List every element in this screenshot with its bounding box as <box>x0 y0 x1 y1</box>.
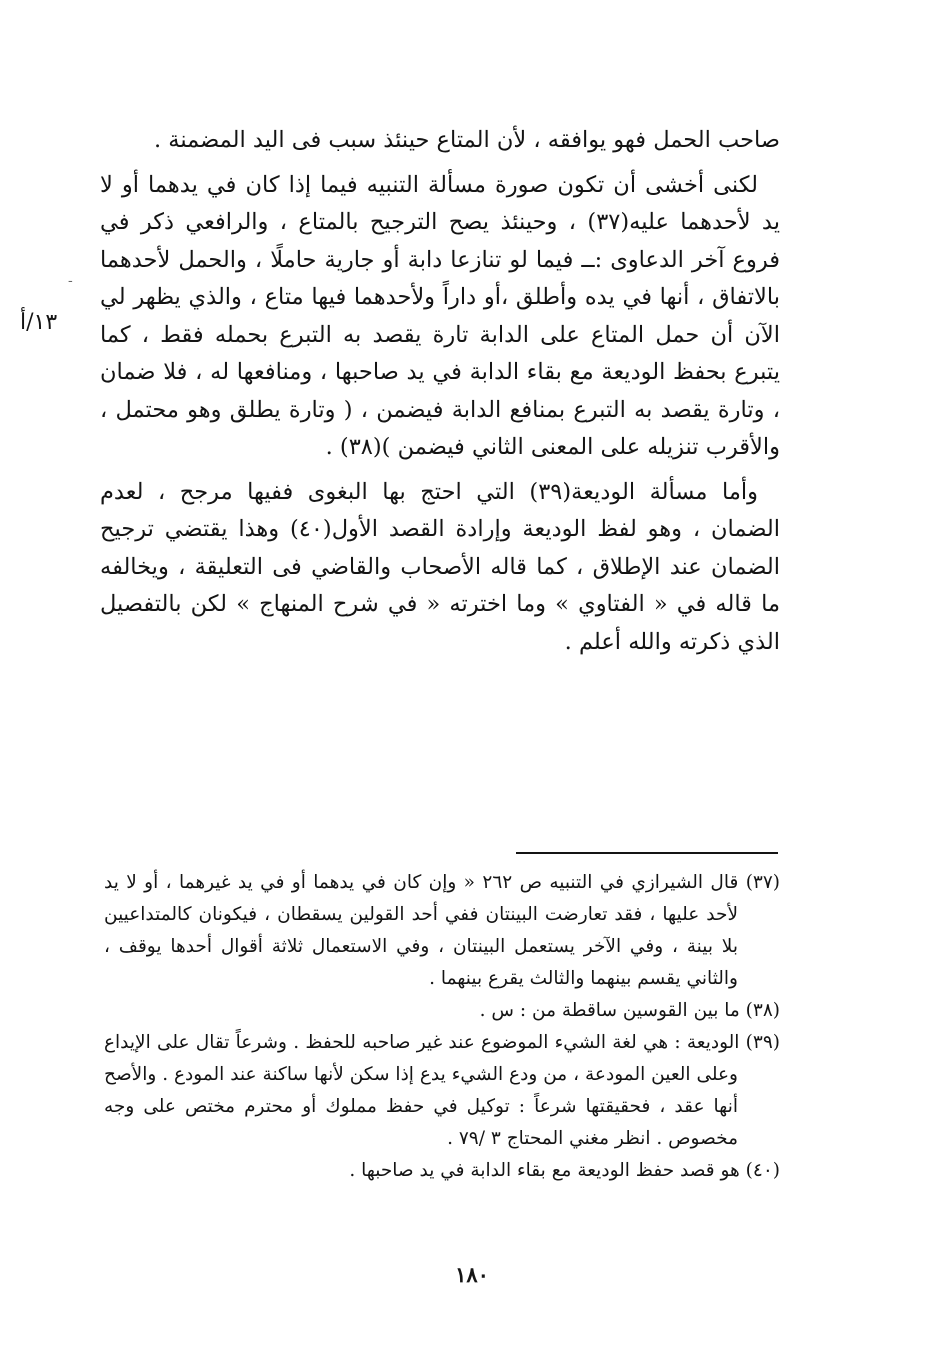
page-number: ١٨٠ <box>455 1262 489 1287</box>
footnote-separator <box>516 852 778 854</box>
footnote-39: (٣٩) الوديعة : هي لغة الشيء الموضوع عند غير صاحبه للحفظ . وشرعاً تقال على الإيداع وعلى العين المودعة ، من ودع الشيء يدع إذا سكن لأنها ساكنة عند المودع . والأصح أنها عقد ، فحقيقتها شرعاً : توكيل في حفظ مملوك أو محترم مختص على وجه مخصوص . انظر مغني المحتاج ٣ /٧٩ . <box>104 1032 780 1149</box>
margin-folio-reference: ١٣/أ <box>20 310 58 335</box>
footnote-40: (٤٠) هو قصد حفظ الوديعة مع بقاء الدابة في يد صاحبها . <box>349 1160 780 1181</box>
margin-tick: - <box>68 273 73 289</box>
paragraph-2: لكنى أخشى أن تكون صورة مسألة التنبيه فيما إذا كان في يدهما أو لا يد لأحدهما عليه(٣٧) ، وحينئذ يصح الترجيح بالمتاع ، والرافعي ذكر في فروع آخر الدعاوى :ــ فيما لو تنازعا دابة أو جارية حاملًا ، والحمل لأحدهما بالاتفاق ، أنها في يده وأطلق ،أو داراً ولأحدهما فيها متاع ، والذي يظهر لي الآن أن حمل المتاع على الدابة تارة يقصد به التبرع بحمله فقط ، كما يتبرع بحفظ الوديعة مع بقاء الدابة في يد صاحبها ، ومنافعها له ، فلا ضمان ، وتارة يقصد به التبرع بمنافع الدابة فيضمن ، ( وتارة يطلق وهو محتمل ، والأقرب تنزيله على المعنى الثاني فيضمن )(٣٨) . <box>100 171 780 460</box>
footnote-37: (٣٧) قال الشيرازي في التنبيه ص ٢٦٢ « وإن كان في يدهما أو في يد غيرهما ، أو لا يد لأحد عليها ، فقد تعارضت البينتان ففي أحد القولين يسقطان ، فيكونان كالمتداعيين بلا بينة ، وفي الآخر يستعمل البينتان ، وفي الاستعمال ثلاثة أقوال أحدها يوقف ، والثاني يقسم بينهما والثالث يقرع بينهما . <box>104 872 781 989</box>
paragraph-1: صاحب الحمل فهو يوافقه ، لأن المتاع حينئذ سبب فى اليد المضمنة . <box>153 127 780 153</box>
footnotes <box>104 867 780 1187</box>
footnote-38: (٣٨) ما بين القوسين ساقطة من : س . <box>479 1000 780 1021</box>
main-text <box>100 122 780 661</box>
paragraph-3: وأما مسألة الوديعة(٣٩) التي احتج بها البغوى ففيها مرجح ، لعدم الضمان ، وهو لفظ الوديعة وإرادة القصد الأول(٤٠) وهذا يقتضي ترجيح الضمان عند الإطلاق ، كما قاله الأصحاب والقاضي فى التعليقة ، ويخالفه ما قاله في « الفتاوي » وما اخترته « في شرح المنهاج » لكن بالتفصيل الذي ذكرته والله أعلم . <box>100 478 781 655</box>
